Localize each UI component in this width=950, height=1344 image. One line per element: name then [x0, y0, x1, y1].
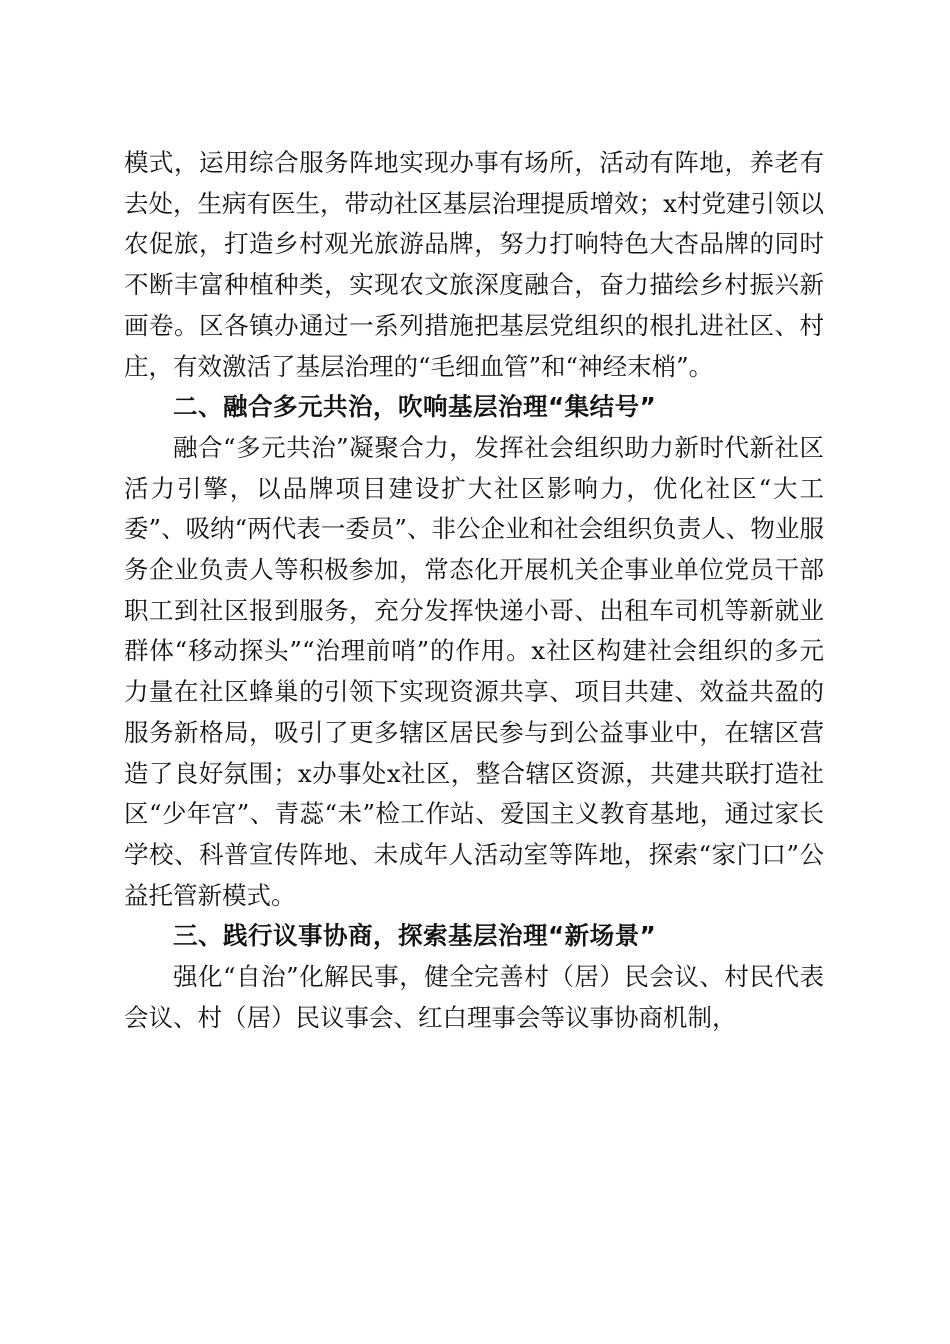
section-heading-3: 三、践行议事协商，探索基层治理“新场景” — [173, 921, 657, 951]
document-body — [124, 143, 824, 1038]
paragraph-consultation: 强化“自治”化解民事，健全完善村（居）民会议、村民代表会议、村（居）民议事会、红白理事会等议事协商机制， — [124, 962, 824, 1032]
section-heading-2: 二、融合多元共治，吹响基层治理“集结号” — [173, 392, 657, 422]
paragraph-multi-governance: 融合“多元共治”凝聚合力，发挥社会组织助力新时代新社区活力引擎，以品牌项目建设扩大社区影响力，优化社区“大工委”、吸纳“两代表一委员”、非公企业和社会组织负责人、物业服务企业负责人等积极参加，常态化开展机关企事业单位党员干部职工到社区报到服务，充分发挥快递小哥、出租车司机等新就业群体“移动探头”“治理前哨”的作用。x社区构建社会组织的多元力量在社区蜂巢的引领下实现资源共享、项目共建、效益共盈的服务新格局，吸引了更多辖区居民参与到公益事业中，在辖区营造了良好氛围；x办事处x社区，整合辖区资源，共建共联打造社区“少年宫”、青蕊“未”检工作站、爱国主义教育基地，通过家长学校、科普宣传阵地、未成年人活动室等阵地，探索“家门口”公益托管新模式。 — [124, 432, 824, 910]
paragraph-continuation: 模式，运用综合服务阵地实现办事有场所，活动有阵地，养老有去处，生病有医生，带动社区基层治理提质增效；x村党建引领以农促旅，打造乡村观光旅游品牌，努力打响特色大杏品牌的同时不断丰富种植种类，实现农文旅深度融合，奋力描绘乡村振兴新画卷。区各镇办通过一系列措施把基层党组织的根扎进社区、村庄，有效激活了基层治理的“毛细血管”和“神经末梢”。 — [124, 148, 824, 381]
